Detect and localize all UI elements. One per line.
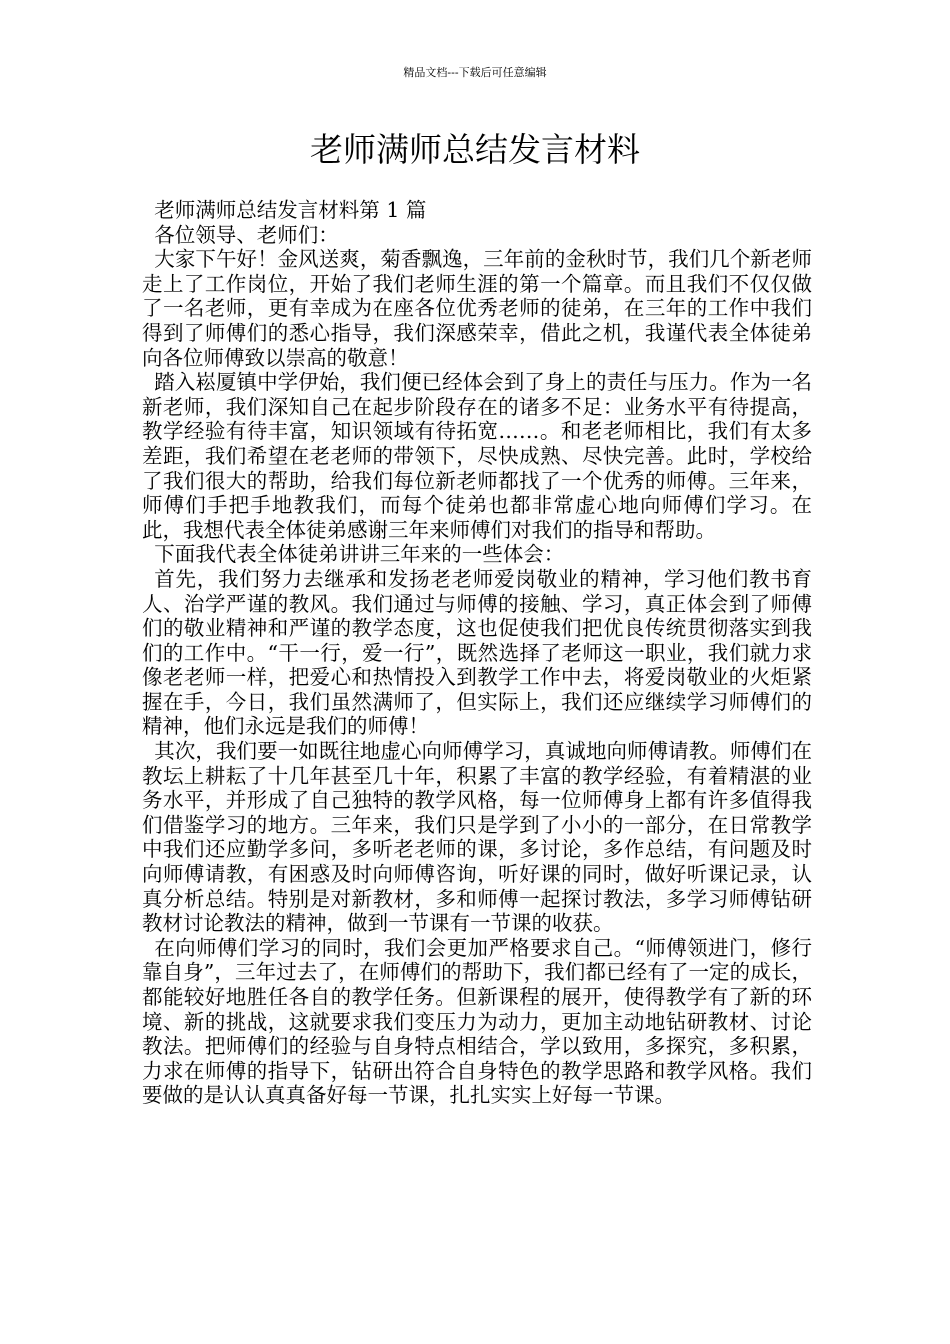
- paragraph-5: 其次，我们要一如既往地虚心向师傅学习，真诚地向师傅请教。师傅们在教坛上耕耘了十几年甚至几十年，积累了丰富的教学经验，有着精湛的业务水平，并形成了自己独特的教学风格，每一位师傅身上都有许多值得我们借鉴学习的地方。三年来，我们只是学到了小小的一部分，在日常教学中我们还应勤学多问，多听老老师的课，多讨论，多作总结，有问题及时向师傅请教，有困惑及时向师傅咨询，听好课的同时，做好听课记录，认真分析总结。特别是对新教材，多和师傅一起探讨教法，多学习师傅钻研教材讨论教法的精神，做到一节课有一节课的收获。: [142, 739, 812, 936]
- salutation: 各位领导、老师们：: [154, 222, 339, 247]
- document-title: 老师满师总结发言材料: [310, 130, 640, 169]
- page-header: 精品文档---下载后可任意编辑: [403, 66, 547, 79]
- paragraph-2: 踏入崧厦镇中学伊始，我们便已经体会到了身上的责任与压力。作为一名新老师，我们深知自己在起步阶段存在的诸多不足：业务水平有待提高，教学经验有待丰富，知识领域有待拓宽……。和老老师相比，我们有太多差距，我们希望在老老师的带领下，尽快成熟、尽快完善。此时，学校给了我们很大的帮助，给我们每位新老师都找了一个优秀的师傅。三年来，师傅们手把手地教我们，而每个徒弟也都非常虚心地向师傅们学习。在此，我想代表全体徒弟感谢三年来师傅们对我们的指导和帮助。: [142, 370, 812, 542]
- section-heading: 老师满师总结发言材料第 1 篇: [154, 198, 427, 222]
- paragraph-4: 首先，我们努力去继承和发扬老老师爱岗敬业的精神，学习他们教书育人、治学严谨的教风。我们通过与师傅的接触、学习，真正体会到了师傅们的敬业精神和严谨的教学态度，这也促使我们把优良传统贯彻落实到我们的工作中。“干一行，爱一行”，既然选择了老师这一职业，我们就力求像老老师一样，把爱心和热情投入到教学工作中去，将爱岗敬业的火炬紧握在手，今日，我们虽然满师了，但实际上，我们还应继续学习师傅们的精神，他们永远是我们的师傅！: [142, 566, 812, 739]
- paragraph-1: 大家下午好！金风送爽，菊香飘逸，三年前的金秋时节，我们几个新老师走上了工作岗位，开始了我们老师生涯的第一个篇章。而且我们不仅仅做了一名老师，更有幸成为在座各位优秀老师的徒弟，在三年的工作中我们得到了师傅们的悉心指导，我们深感荣幸，借此之机，我谨代表全体徒弟向各位师傅致以崇高的敬意！: [142, 247, 812, 370]
- paragraph-3: 下面我代表全体徒弟讲讲三年来的一些体会：: [154, 542, 565, 567]
- paragraph-6: 在向师傅们学习的同时，我们会更加严格要求自己。“师傅领进门，修行靠自身”，三年过去了，在师傅们的帮助下，我们都已经有了一定的成长，都能较好地胜任各自的教学任务。但新课程的展开，使得教学有了新的环境、新的挑战，这就要求我们变压力为动力，更加主动地钻研教材、讨论教法。把师傅们的经验与自身特点相结合，学以致用，多探究，多积累，力求在师傅的指导下，钻研出符合自身特色的教学思路和教学风格。我们要做的是认认真真备好每一节课，扎扎实实上好每一节课。: [142, 935, 812, 1108]
- document-body: [142, 198, 812, 1108]
